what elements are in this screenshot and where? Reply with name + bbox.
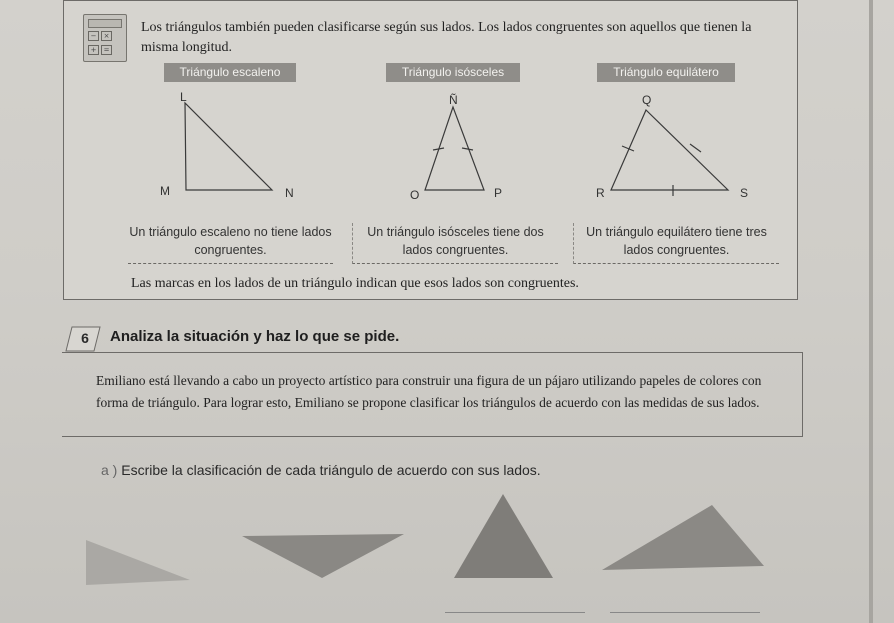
vertex-label: N — [285, 186, 294, 200]
vertex-label: L — [180, 90, 187, 104]
vertex-label: Q — [642, 93, 652, 107]
tab-isosceles: Triángulo isósceles — [386, 63, 520, 82]
answer-line[interactable] — [610, 612, 760, 613]
isosceles-description: Un triángulo isósceles tiene dos lados congruentes. — [352, 223, 558, 264]
tab-equilateral: Triángulo equilátero — [597, 63, 735, 82]
congruence-note: Las marcas en los lados de un triángulo indican que esos lados son congruentes. — [131, 276, 579, 291]
vertex-label: O — [410, 188, 420, 202]
exercise-triangle-4 — [602, 505, 764, 570]
tab-scalene: Triángulo escaleno — [164, 63, 296, 82]
exercise-triangle-2 — [242, 534, 404, 578]
section-title: Analiza la situación y haz lo que se pide. — [110, 328, 400, 345]
vertex-label: M — [160, 184, 170, 198]
situation-text: Emiliano está llevando a cabo un proyecto artístico para construir una figura de un pájaro utilizando papeles de colores con forma de triángulo. Para lograr esto, Emiliano se propone clasificar los triángulos de acuerdo con las medidas de sus lados. — [96, 373, 762, 410]
scalene-description: Un triángulo escaleno no tiene lados congruentes. — [128, 223, 333, 264]
exercise-triangle-1 — [86, 540, 190, 585]
intro-text: Los triángulos también pueden clasificarse según sus lados. Los lados congruentes son aquellos que tienen la misma longitud. — [141, 20, 752, 55]
answer-line[interactable] — [445, 612, 585, 613]
question-text: Escribe la clasificación de cada triángulo de acuerdo con sus lados. — [121, 462, 541, 478]
question-letter: a ) — [101, 462, 118, 478]
equilateral-description: Un triángulo equilátero tiene tres lados congruentes. — [573, 223, 779, 264]
calculator-icon: − × + = — [83, 14, 127, 62]
vertex-label: R — [596, 186, 605, 200]
exercise-triangle-3 — [454, 494, 553, 578]
vertex-label: Ñ — [449, 93, 458, 107]
vertex-label: S — [740, 186, 749, 200]
vertex-label: P — [494, 186, 503, 200]
activity-number: 6 — [81, 330, 89, 346]
